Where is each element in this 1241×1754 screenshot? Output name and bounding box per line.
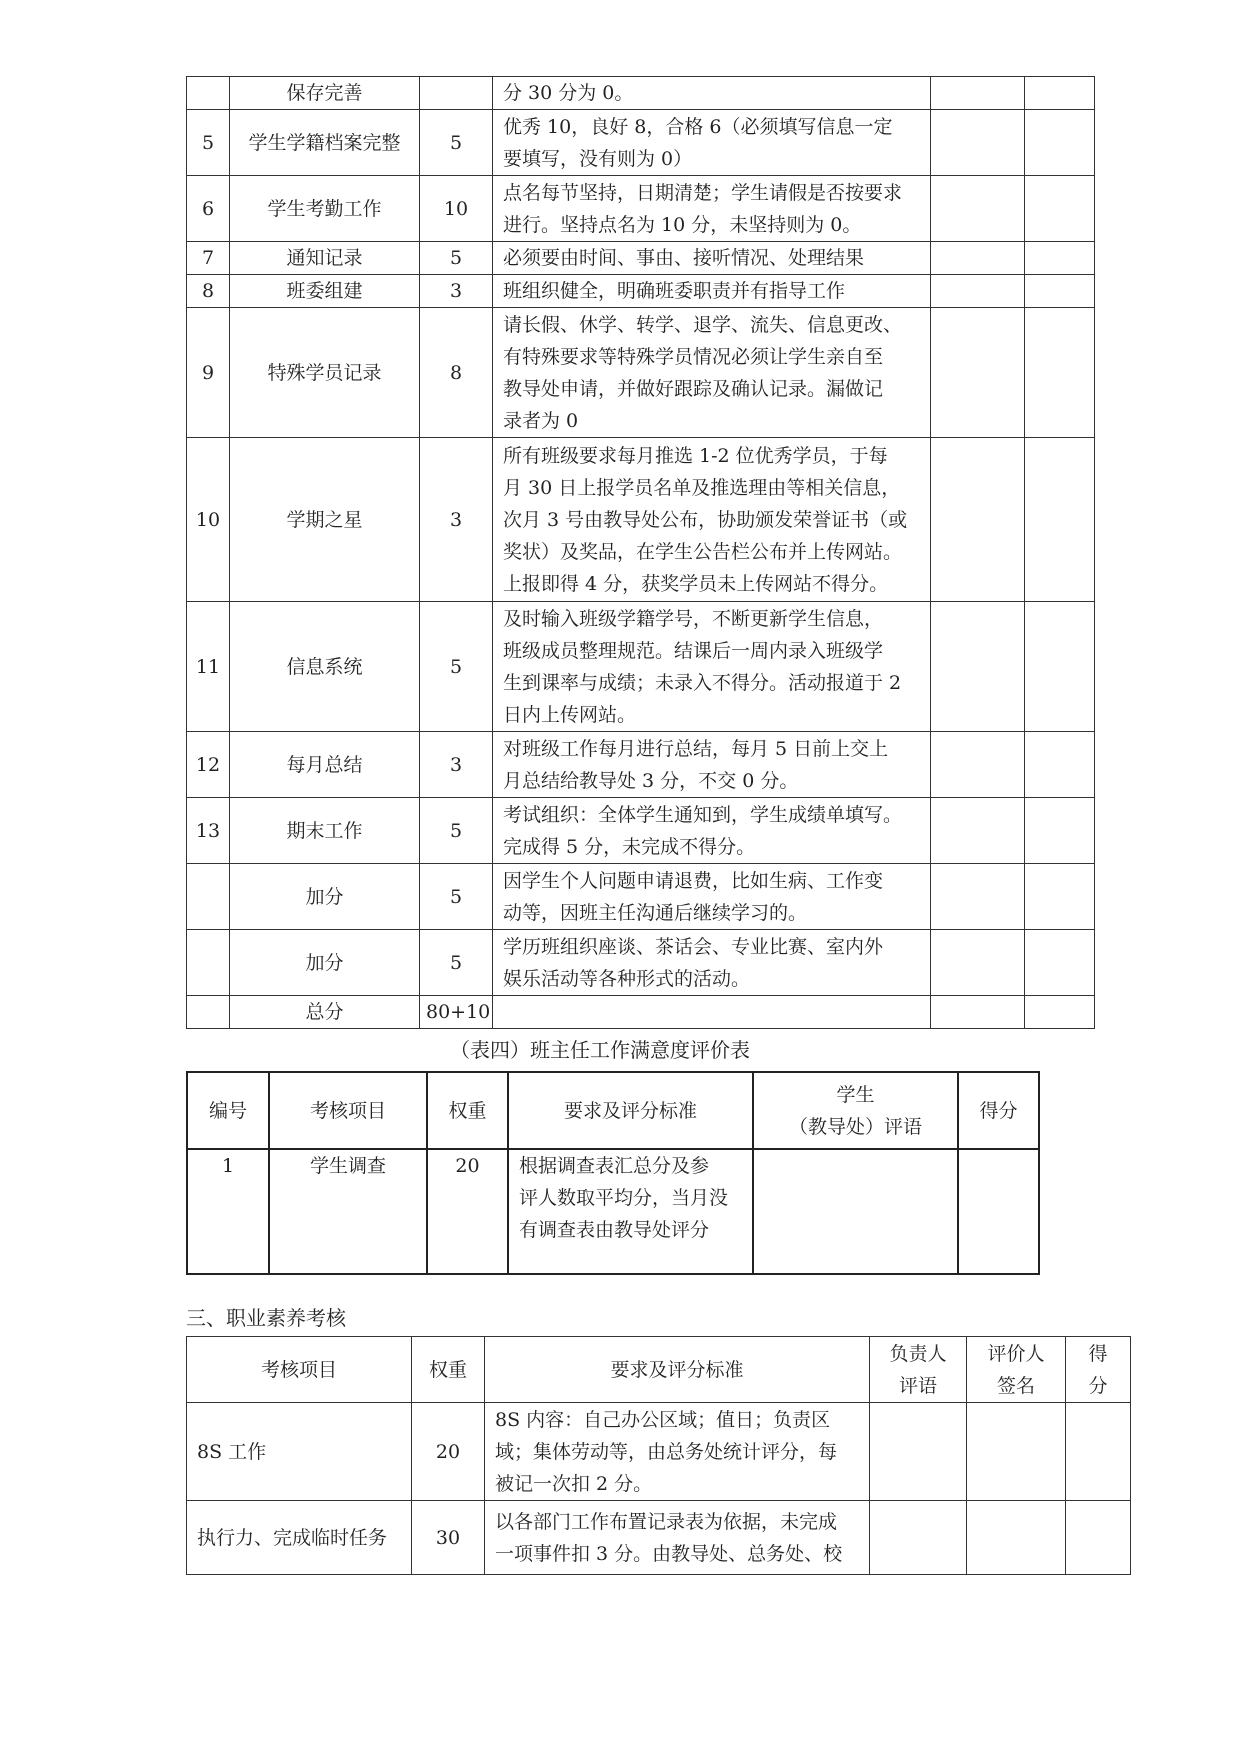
header-evaluator-line1: 评价人: [987, 1342, 1045, 1365]
header-item: 考核项目: [269, 1072, 427, 1149]
section3-row: [187, 1403, 1131, 1501]
cell-comment: [931, 176, 1025, 242]
cell-standard: [493, 864, 931, 930]
evaluation-table-row: [187, 930, 1095, 996]
cell-weight: 80+10: [420, 996, 493, 1029]
standard-line: 要填写，没有则为 0）: [503, 147, 693, 170]
standard-line: 分 30 分为 0。: [503, 82, 634, 104]
cell-weight: 8: [420, 308, 493, 438]
standard-line: 奖状）及奖品，在学生公告栏公布并上传网站。: [503, 540, 903, 563]
cell-score: [1025, 176, 1095, 242]
cell-score: [1025, 110, 1095, 176]
cell-weight: 5: [420, 930, 493, 996]
standard-line: 月总结给教导处 3 分，不交 0 分。: [503, 769, 799, 792]
standard-line: 动等，因班主任沟通后继续学习的。: [503, 901, 808, 924]
header-weight: 权重: [412, 1337, 485, 1403]
cell-no: 12: [187, 732, 230, 798]
cell-item: 总分: [230, 996, 420, 1029]
standard-line: 及时输入班级学籍学号，不断更新学生信息，: [503, 607, 884, 630]
table4-header-row: [187, 1072, 1039, 1149]
cell-score: [1025, 242, 1095, 275]
evaluation-table-row: [187, 110, 1095, 176]
cell-comment: [931, 77, 1025, 110]
cell-score: [1025, 438, 1095, 602]
standard-line: 班组织健全，明确班委职责并有指导工作: [503, 280, 846, 302]
cell-weight: 5: [420, 110, 493, 176]
cell-weight: [420, 77, 493, 110]
standard-line: 根据调查表汇总分及参: [519, 1155, 710, 1177]
evaluation-table-row: [187, 242, 1095, 275]
professional-quality-table: [186, 1336, 1131, 1575]
evaluation-table-row: [187, 732, 1095, 798]
cell-weight: 20: [412, 1403, 485, 1501]
evaluation-table-row: [187, 275, 1095, 308]
standard-line: 次月 3 号由教导处公布，协助颁发荣誉证书（或: [503, 508, 908, 531]
cell-score: [1025, 275, 1095, 308]
cell-standard: [485, 1403, 870, 1501]
evaluation-table-row: [187, 308, 1095, 438]
cell-no: [187, 930, 230, 996]
cell-evaluator-signature: [967, 1403, 1066, 1501]
standard-line: 有特殊要求等特殊学员情况必须让学生亲自至: [503, 345, 884, 368]
cell-comment: [931, 275, 1025, 308]
satisfaction-evaluation-table: [186, 1071, 1040, 1275]
table4-caption: （表四）班主任工作满意度评价表: [450, 1038, 750, 1062]
cell-item: 学期之星: [230, 438, 420, 602]
header-standard: 要求及评分标准: [508, 1072, 753, 1149]
cell-score: [1025, 864, 1095, 930]
cell-weight: 10: [420, 176, 493, 242]
cell-standard: [493, 77, 931, 110]
evaluation-table-body: [187, 77, 1095, 1029]
cell-item: 执行力、完成临时任务: [187, 1501, 412, 1575]
header-responsible-line1: 负责人: [889, 1342, 947, 1365]
cell-comment: [931, 602, 1025, 732]
cell-item: 学生考勤工作: [230, 176, 420, 242]
cell-item: 期末工作: [230, 798, 420, 864]
cell-score: [1025, 930, 1095, 996]
evaluation-table-row: [187, 176, 1095, 242]
cell-evaluator-signature: [967, 1501, 1066, 1575]
evaluation-table-row: [187, 996, 1095, 1029]
header-evaluator: [967, 1337, 1066, 1403]
cell-standard: [485, 1501, 870, 1575]
cell-standard: [493, 275, 931, 308]
cell-no: 7: [187, 242, 230, 275]
cell-standard: [493, 930, 931, 996]
standard-line: 生到课率与成绩；未录入不得分。活动报道于 2: [503, 671, 902, 694]
cell-standard: [493, 732, 931, 798]
cell-no: 8: [187, 275, 230, 308]
cell-standard: [493, 438, 931, 602]
evaluation-table-row: [187, 438, 1095, 602]
standard-line: 优秀 10，良好 8，合格 6（必须填写信息一定: [503, 115, 893, 138]
cell-weight: 3: [420, 438, 493, 602]
cell-score: [1066, 1403, 1131, 1501]
cell-comment: [931, 930, 1025, 996]
cell-comment: [931, 732, 1025, 798]
standard-line: 评人数取平均分，当月没: [519, 1187, 729, 1209]
header-score-line2: 分: [1088, 1374, 1108, 1397]
cell-item: 班委组建: [230, 275, 420, 308]
standard-line: 被记一次扣 2 分。: [495, 1472, 653, 1495]
cell-comment: [931, 438, 1025, 602]
header-standard: 要求及评分标准: [485, 1337, 870, 1403]
cell-no: 9: [187, 308, 230, 438]
cell-score: [1025, 798, 1095, 864]
cell-standard: [493, 996, 931, 1029]
cell-standard: [493, 308, 931, 438]
standard-line: 录者为 0: [503, 409, 579, 432]
standard-line: 8S 内容：自己办公区域；值日；负责区: [495, 1408, 831, 1431]
cell-comment: [931, 110, 1025, 176]
cell-score: [1025, 602, 1095, 732]
cell-item: 保存完善: [230, 77, 420, 110]
header-responsible-line2: 评语: [898, 1374, 937, 1397]
header-evaluator-line2: 签名: [996, 1374, 1035, 1397]
standard-line: 有调查表由教导处评分: [519, 1219, 710, 1241]
cell-no: [187, 77, 230, 110]
cell-weight: 5: [420, 864, 493, 930]
cell-no: 5: [187, 110, 230, 176]
evaluation-table-row: [187, 602, 1095, 732]
standard-line: 月 30 日上报学员名单及推选理由等相关信息，: [503, 476, 901, 499]
cell-no: 1: [187, 1149, 269, 1274]
standard-line: 上报即得 4 分，获奖学员未上传网站不得分。: [503, 572, 889, 595]
cell-comment: [931, 798, 1025, 864]
cell-comment: [931, 308, 1025, 438]
cell-responsible-comment: [870, 1501, 967, 1575]
cell-standard: [493, 242, 931, 275]
section3-header-row: [187, 1337, 1131, 1403]
standard-line: 必须要由时间、事由、接听情况、处理结果: [503, 247, 865, 269]
cell-weight: 20: [427, 1149, 508, 1274]
evaluation-table-row: [187, 77, 1095, 110]
cell-score: [1025, 308, 1095, 438]
standard-line: 考试组织：全体学生通知到，学生成绩单填写。: [503, 803, 903, 826]
standard-line: 教导处申请，并做好跟踪及确认记录。漏做记: [503, 377, 884, 400]
cell-item: 加分: [230, 864, 420, 930]
standard-line: 完成得 5 分，未完成不得分。: [503, 835, 756, 858]
cell-standard: [493, 602, 931, 732]
header-score: 得分: [958, 1072, 1039, 1149]
cell-comment: [931, 996, 1025, 1029]
cell-no: 6: [187, 176, 230, 242]
cell-item: 学生调查: [269, 1149, 427, 1274]
standard-line: 对班级工作每月进行总结，每月 5 日前上交上: [503, 737, 889, 760]
standard-line: 进行。坚持点名为 10 分，未坚持则为 0。: [503, 213, 862, 236]
evaluation-table-row: [187, 864, 1095, 930]
standard-line: 所有班级要求每月推选 1-2 位优秀学员，于每: [503, 444, 888, 467]
cell-weight: 5: [420, 798, 493, 864]
standard-line: 班级成员整理规范。结课后一周内录入班级学: [503, 639, 884, 662]
cell-item: 信息系统: [230, 602, 420, 732]
cell-weight: 3: [420, 275, 493, 308]
header-comment: [753, 1072, 958, 1149]
cell-no: [187, 996, 230, 1029]
standard-line: 娱乐活动等各种形式的活动。: [503, 967, 751, 990]
cell-weight: 5: [420, 602, 493, 732]
cell-standard: [493, 110, 931, 176]
standard-line: 以各部门工作布置记录表为依据，未完成: [495, 1510, 838, 1533]
cell-score: [1025, 732, 1095, 798]
standard-line: 点名每节坚持，日期清楚；学生请假是否按要求: [503, 181, 903, 204]
section3-heading: 三、职业素养考核: [186, 1306, 346, 1330]
cell-comment: [753, 1149, 958, 1274]
cell-no: [187, 864, 230, 930]
standard-line: 域；集体劳动等，由总务处统计评分，每: [495, 1440, 838, 1463]
cell-weight: 5: [420, 242, 493, 275]
cell-responsible-comment: [870, 1403, 967, 1501]
standard-line: 请长假、休学、转学、退学、流失、信息更改、: [503, 313, 903, 336]
evaluation-table-continued: [186, 76, 1095, 1029]
cell-no: 13: [187, 798, 230, 864]
header-item: 考核项目: [187, 1337, 412, 1403]
cell-item: 每月总结: [230, 732, 420, 798]
cell-item: 加分: [230, 930, 420, 996]
section3-row: [187, 1501, 1131, 1575]
cell-standard: [508, 1149, 753, 1274]
header-score-line1: 得: [1088, 1342, 1108, 1365]
cell-weight: 30: [412, 1501, 485, 1575]
cell-item: 学生学籍档案完整: [230, 110, 420, 176]
standard-line: 因学生个人问题申请退费，比如生病、工作变: [503, 869, 884, 892]
cell-score: [958, 1149, 1039, 1274]
cell-score: [1025, 77, 1095, 110]
standard-line: 日内上传网站。: [503, 703, 637, 726]
cell-score: [1025, 996, 1095, 1029]
evaluation-table-row: [187, 798, 1095, 864]
header-weight: 权重: [427, 1072, 508, 1149]
header-score: [1066, 1337, 1131, 1403]
cell-standard: [493, 798, 931, 864]
cell-comment: [931, 864, 1025, 930]
cell-weight: 3: [420, 732, 493, 798]
standard-line: 一项事件扣 3 分。由教导处、总务处、校: [495, 1542, 843, 1565]
cell-no: 11: [187, 602, 230, 732]
cell-comment: [931, 242, 1025, 275]
cell-item: 特殊学员记录: [230, 308, 420, 438]
cell-item: 8S 工作: [187, 1403, 412, 1501]
cell-item: 通知记录: [230, 242, 420, 275]
header-responsible: [870, 1337, 967, 1403]
header-comment-line1: 学生: [836, 1083, 875, 1106]
table4-row: [187, 1149, 1039, 1274]
header-comment-line2: （教导处）评语: [788, 1115, 922, 1138]
standard-line: 学历班组织座谈、茶话会、专业比赛、室内外: [503, 935, 884, 958]
cell-no: 10: [187, 438, 230, 602]
header-no: 编号: [187, 1072, 269, 1149]
cell-score: [1066, 1501, 1131, 1575]
cell-standard: [493, 176, 931, 242]
